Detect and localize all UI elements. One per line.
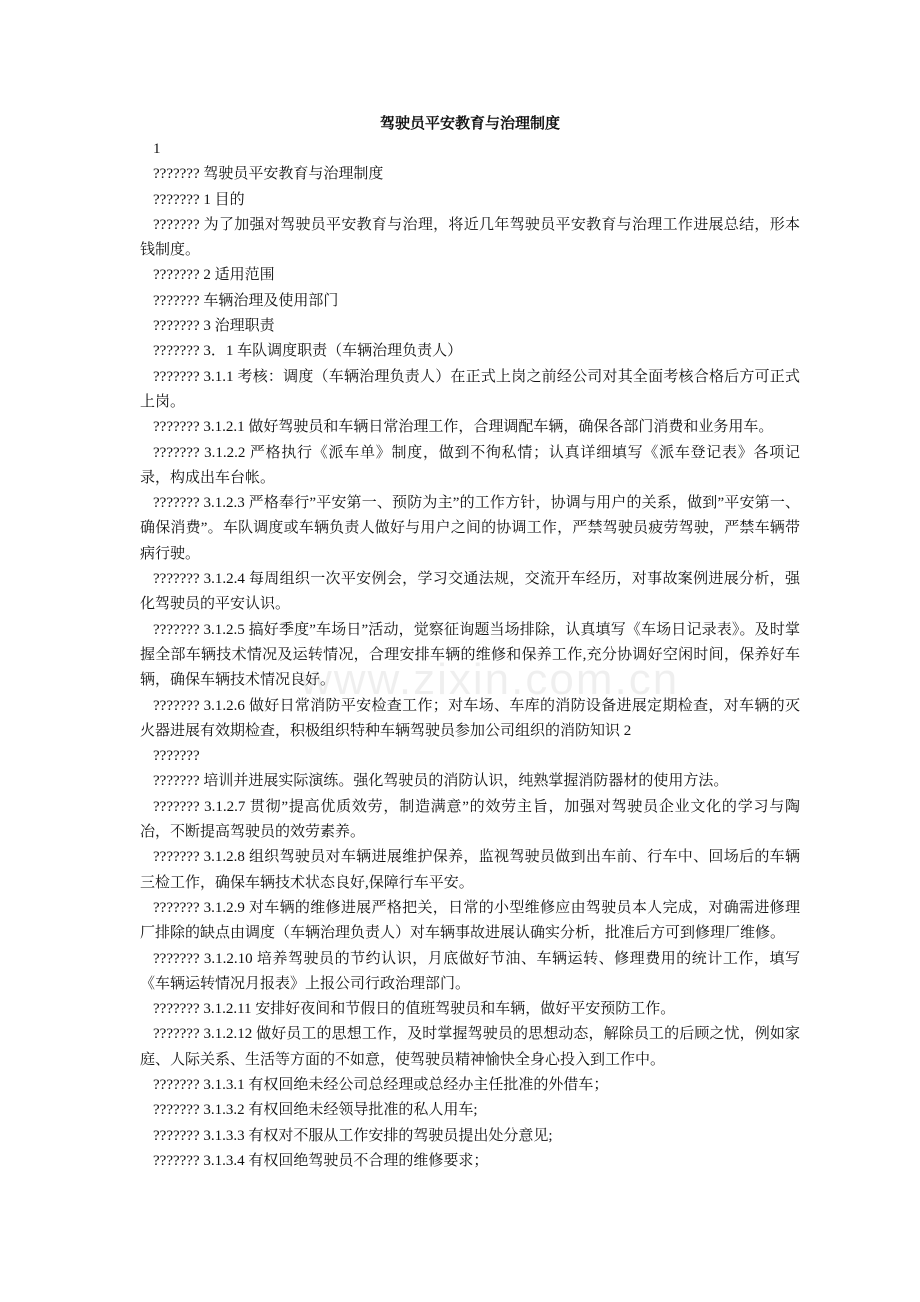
paragraph: ??????? 3.1.2.6 做好日常消防平安检查工作；对车场、车库的消防设备进展定期检查，对车辆的灭火器进展有效期检查，积极组织特种车辆驾驶员参加公司组织的消防知识 2: [140, 697, 800, 739]
paragraph: ??????? 1 目的: [153, 191, 245, 208]
paragraph: ??????? 3.1.2.10 培养驾驶员的节约认识，月底做好节油、车辆运转、修理费用的统计工作，填写《车辆运转情况月报表》上报公司行政治理部门。: [140, 950, 800, 992]
paragraph: ??????? 3.1.3.1 有权回绝未经公司总经理或总经办主任批准的外借车；: [153, 1076, 609, 1093]
paragraph: ??????? 3.1.1 考核：调度（车辆治理负责人）在正式上岗之前经公司对其全面考核合格后方可正式上岗。: [140, 368, 800, 410]
paragraph: 1: [153, 141, 161, 157]
paragraph: ??????? 3.1.2.9 对车辆的维修进展严格把关，日常的小型维修应由驾驶员本人完成，对确需进修理厂排除的缺点由调度（车辆治理负责人）对车辆事故进展认确实分析，批准后方可到修理厂维修。: [140, 899, 800, 942]
paragraph: ??????? 3.1.2.12 做好员工的思想工作，及时掌握驾驶员的思想动态，解除员工的后顾之忧，例如家庭、人际关系、生活等方面的不如意，使驾驶员精神愉快全身心投入到工作中。: [140, 1026, 800, 1068]
paragraph: ??????? 3.1.3.3 有权对不服从工作安排的驾驶员提出处分意见;: [153, 1127, 553, 1144]
paragraph: ??????? 3.1.2.8 组织驾驶员对车辆进展维护保养，监视驾驶员做到出车前、行车中、回场后的车辆三检工作，确保车辆技术状态良好,保障行车平安。: [140, 849, 800, 891]
paragraph: ??????? 3.1.2.3 严格奉行”平安第一、预防为主”的工作方针，协调与用户的关系，做到”平安第一、确保消费”。车队调度或车辆负责人做好与用户之间的协调工作，严禁驾驶员疲劳驾驶，严禁车辆带病行驶。: [140, 495, 800, 562]
paragraph: ??????? 车辆治理及使用部门: [153, 292, 339, 309]
paragraph: ??????? 驾驶员平安教育与治理制度: [153, 166, 384, 183]
document-body: [140, 137, 800, 1174]
paragraph: ??????? 培训并进展实际演练。强化驾驶员的消防认识，纯熟掌握消防器材的使用方法。: [153, 773, 729, 790]
paragraph: ??????? 3.1.2.7 贯彻”提高优质效劳，制造满意”的效劳主旨，加强对驾驶员企业文化的学习与陶冶，不断提高驾驶员的效劳素养。: [140, 798, 800, 841]
document-title: 驾驶员平安教育与治理制度: [379, 116, 560, 132]
paragraph: ??????? 3.1.2.4 每周组织一次平安例会，学习交通法规，交流开车经历，对事故案例进展分析，强化驾驶员的平安认识。: [140, 571, 800, 613]
paragraph: ??????? 3.1.2.11 安排好夜间和节假日的值班驾驶员和车辆，做好平安预防工作。: [153, 1001, 676, 1018]
paragraph: ??????? 3.1.2.1 做好驾驶员和车辆日常治理工作，合理调配车辆，确保各部门消费和业务用车。: [153, 419, 774, 436]
paragraph: ??????? 2 适用范围: [153, 267, 275, 284]
paragraph: ??????? 3.1.2.2 严格执行《派车单》制度，做到不徇私情；认真详细填写《派车登记表》各项记录，构成出车台帐。: [140, 444, 800, 486]
paragraph: ???????: [153, 748, 200, 765]
paragraph: ??????? 3．1 车队调度职责（车辆治理负责人）: [153, 343, 463, 360]
document-page: [140, 112, 800, 1174]
watermark: www.zixin.com.cn: [300, 655, 680, 704]
paragraph: ??????? 3 治理职责: [153, 318, 275, 335]
paragraph: ??????? 3.1.3.4 有权回绝驾驶员不合理的维修要求；: [153, 1152, 489, 1169]
paragraph: ??????? 3.1.3.2 有权回绝未经领导批准的私人用车;: [153, 1102, 478, 1119]
paragraph: ??????? 为了加强对驾驶员平安教育与治理，将近几年驾驶员平安教育与治理工作进展总结，形本钱制度。: [140, 216, 800, 259]
paragraph: ??????? 3.1.2.5 搞好季度”车场日”活动，觉察征询题当场排除，认真填写《车场日记录表》。及时掌握全部车辆技术情况及运转情况，合理安排车辆的维修和保养工作,充分协调好空闲时间，保养好车辆，确保车辆技术情况良好。: [140, 621, 800, 689]
